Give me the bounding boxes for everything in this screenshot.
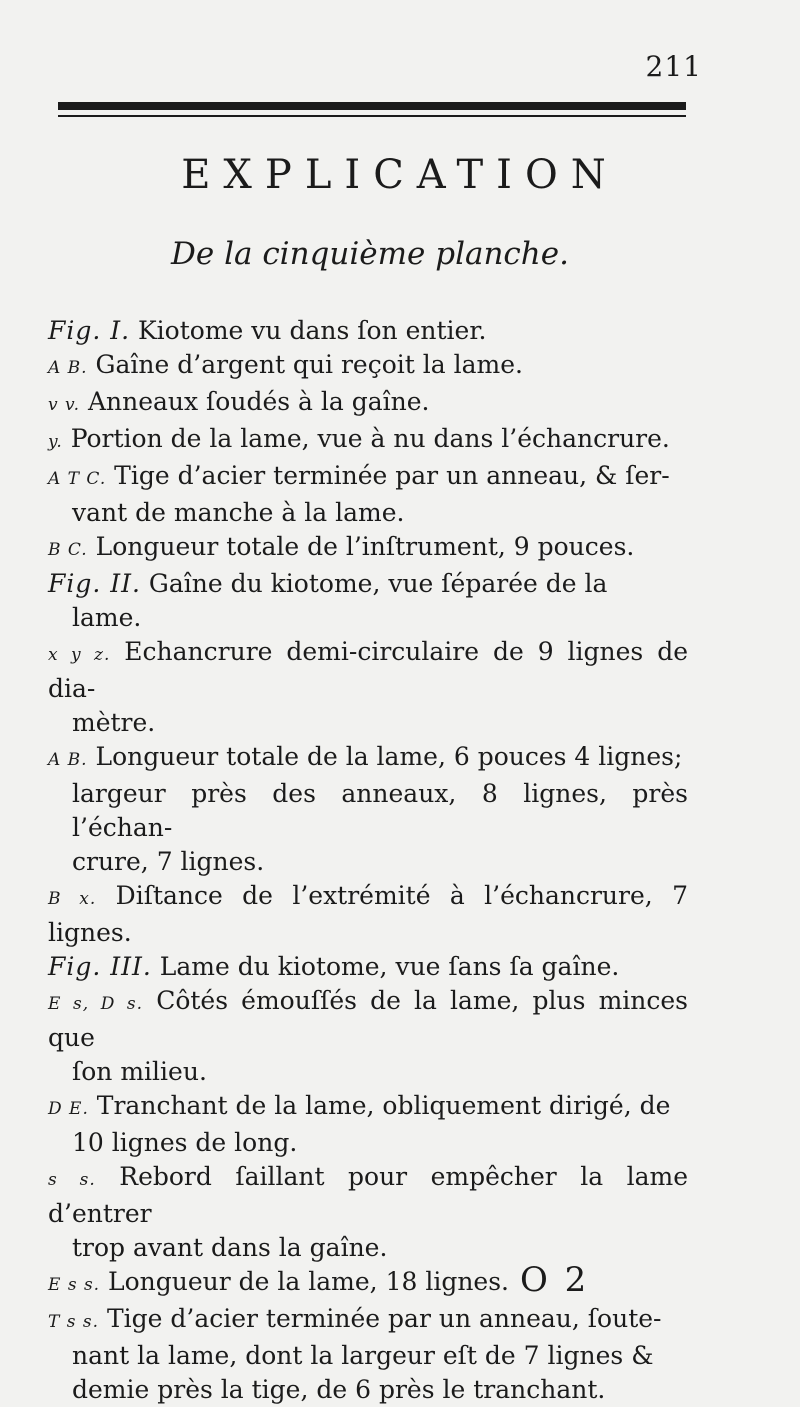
- legend-entry: [48, 1265, 688, 1302]
- entry-key: D E.: [48, 1099, 89, 1119]
- legend-entry: [48, 635, 688, 740]
- entry-key: Fig. I.: [48, 316, 131, 345]
- entry-text-line: nant la lame, dont la largeur eſt de 7 lignes &: [72, 1341, 654, 1370]
- legend-entry: [48, 459, 688, 530]
- entry-key: s s.: [48, 1170, 96, 1190]
- entry-text-line: largeur près des anneaux, 8 lignes, près l’échan-: [72, 779, 688, 842]
- entry-key: E s s.: [48, 1275, 101, 1295]
- legend-entry: [48, 740, 688, 879]
- entry-text-line: Gaîne du kiotome, vue ſéparée de la: [140, 569, 608, 598]
- legend-entry: [48, 348, 688, 385]
- entry-text-line: Kiotome vu dans ſon entier.: [130, 316, 487, 345]
- legend-entry: [48, 1089, 688, 1160]
- signature-mark: O 2: [520, 1260, 590, 1300]
- entry-key: T s s.: [48, 1312, 99, 1332]
- entry-text-line: trop avant dans la gaîne.: [72, 1233, 388, 1262]
- page-subtitle: De la cinquième planche.: [171, 236, 569, 272]
- entry-key: A B.: [48, 358, 88, 378]
- entry-key: B C.: [48, 540, 88, 560]
- header-rule-thick: [58, 102, 686, 110]
- entry-text-line: Echancrure demi-circulaire de 9 lignes de dia-: [48, 637, 688, 703]
- page-title: EXPLICATION: [181, 152, 619, 198]
- entry-text-line: lame.: [72, 603, 142, 632]
- entry-text-line: demie près la tige, de 6 près le tranchant.: [72, 1375, 606, 1404]
- entry-key: v v.: [48, 395, 80, 415]
- legend-entry: [48, 385, 688, 422]
- entry-text-line: Longueur totale de la lame, 6 pouces 4 lignes;: [87, 742, 683, 771]
- legend-entry: [48, 1302, 688, 1407]
- legend-entries: [48, 314, 688, 1407]
- page-number: 211: [645, 50, 702, 83]
- entry-text-line: ſon milieu.: [72, 1057, 207, 1086]
- entry-key: Fig. III.: [48, 952, 152, 981]
- legend-entry: [48, 1160, 688, 1265]
- entry-text-line: Tranchant de la lame, obliquement dirigé, de: [88, 1091, 671, 1120]
- entry-key: E s, D s.: [48, 994, 144, 1014]
- legend-entry: [48, 314, 688, 348]
- entry-text-line: Lame du kiotome, vue ſans ſa gaîne.: [151, 952, 620, 981]
- entry-key: y.: [48, 432, 63, 452]
- entry-text-line: crure, 7 lignes.: [72, 847, 265, 876]
- entry-text-line: Tige d’acier terminée par un anneau, & ſer-: [106, 461, 670, 490]
- legend-entry: [48, 422, 688, 459]
- entry-text-line: Anneaux ſoudés à la gaîne.: [80, 387, 430, 416]
- legend-entry: [48, 567, 688, 635]
- entry-text-line: 10 lignes de long.: [72, 1128, 298, 1157]
- entry-text-line: mètre.: [72, 708, 156, 737]
- legend-entry: [48, 950, 688, 984]
- entry-text-line: Côtés émouſſés de la lame, plus minces que: [48, 986, 688, 1052]
- entry-key: A B.: [48, 750, 88, 770]
- entry-text-line: Gaîne d’argent qui reçoit la lame.: [87, 350, 523, 379]
- entry-text-line: Portion de la lame, vue à nu dans l’échancrure.: [62, 424, 670, 453]
- legend-entry: [48, 879, 688, 950]
- legend-entry: [48, 984, 688, 1089]
- legend-entry: [48, 530, 688, 567]
- entry-text-line: Rebord ſaillant pour empêcher la lame d’entrer: [48, 1162, 688, 1228]
- entry-text-line: Longueur de la lame, 18 lignes.: [100, 1267, 509, 1296]
- entry-text-line: Tige d’acier terminée par un anneau, ſoute-: [99, 1304, 662, 1333]
- header-rule-thin: [58, 115, 686, 117]
- entry-key: x y z.: [48, 645, 111, 665]
- entry-text-line: vant de manche à la lame.: [72, 498, 405, 527]
- entry-text-line: Longueur totale de l’inſtrument, 9 pouces.: [87, 532, 635, 561]
- entry-text-line: Diſtance de l’extrémité à l’échancrure, 7 lignes.: [48, 881, 688, 947]
- entry-key: Fig. II.: [48, 569, 141, 598]
- entry-key: A T C.: [48, 469, 107, 489]
- entry-key: B x.: [48, 889, 97, 909]
